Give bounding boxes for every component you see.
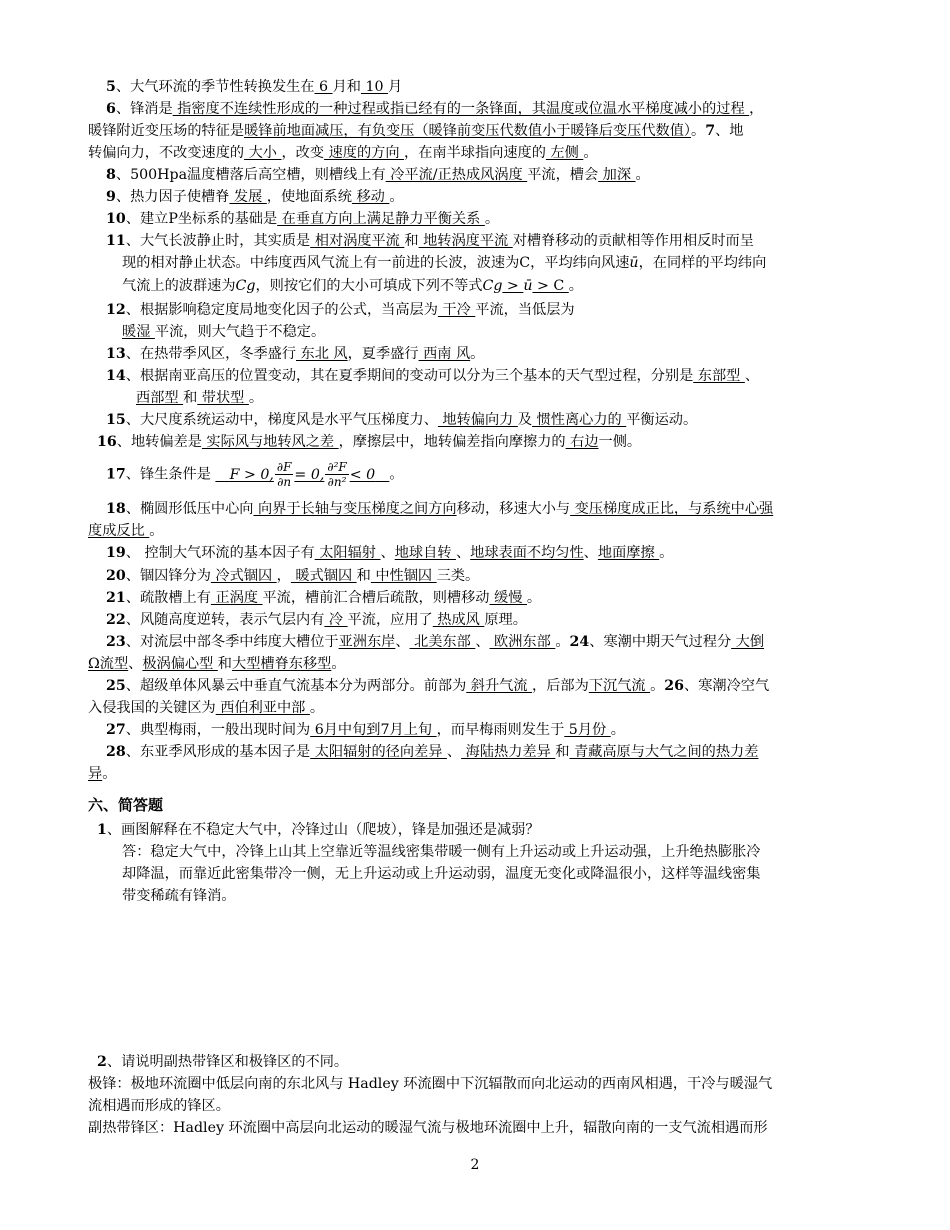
question-text: 、 [395, 634, 410, 650]
answer-blank: 地转偏向力 [437, 412, 518, 428]
question-text: 、根据南亚高压的位置变动，其在夏季期间的变动可以分为三个基本的天气型过程，分别是 [125, 368, 694, 384]
fill-item-14: 14、根据南亚高压的位置变动，其在夏季期间的变动可以分为三个基本的天气型过程，分别是 东部型 、 [106, 368, 760, 384]
question-text: 。 [526, 590, 542, 606]
fill-item-23: 23、对流层中部冬季中纬度大槽位于亚洲东岸、 北美东部 、 欧洲东部 。24、寒潮中期天气过程分 大倒 [106, 634, 765, 650]
answer-2-line1: 极锋：极地环流圈中低层向南的东北风与 Hadley 环流圈中下沉辐散而向北运动的西南风相遇，干冷与暖湿气 [88, 1076, 773, 1092]
l25 [126, 634, 764, 650]
fill-item-21: 21、疏散槽上有 正涡度 平流，槽前汇合槽后疏散，则槽移动 缓慢 。 [106, 590, 542, 606]
answer-blank: 热成风 [432, 612, 485, 628]
question-text: 、 [744, 368, 760, 384]
answer-blank: 太阳辐射 [314, 545, 381, 561]
fill-item-28-cont [88, 764, 116, 785]
question-text: 、寒潮冷空气 [684, 678, 770, 694]
question-text: ，而早梅雨则发生于 [436, 722, 565, 738]
answer-blank: 正涡度 [210, 590, 263, 606]
question-1: 1、画图解释在不稳定大气中，冷锋过山（爬坡），锋是加强还是减弱？ [97, 822, 540, 838]
question-text: ，在同样的平均纬向 [638, 255, 767, 271]
l09 [122, 255, 766, 271]
fill-item-11-cont1 [122, 253, 766, 274]
answer-blank: 干冷 [437, 302, 476, 318]
answer-blank: 带状型 [197, 390, 249, 406]
question-text: 。 [635, 167, 650, 183]
l07 [126, 211, 499, 227]
question-text: 和 [404, 233, 419, 249]
question-text: 气流上的波群速为 [122, 278, 236, 294]
question-text: 移动，移速大小与 [456, 501, 571, 517]
fill-item-6-cont [88, 121, 743, 142]
answer-blank: 大型槽脊东移型 [232, 656, 332, 672]
question-text: 。 [389, 189, 404, 205]
page-number: 2 [470, 1157, 480, 1173]
fill-item-17: 17、锋生条件是 F > 0, $\frac{\partial F}{\partial n}$ = 0, $\frac{\text{∂²F}}{\text{∂n²}}$ < 0 。 [106, 460, 404, 489]
frontogenesis-condition: F > 0, $\frac{\partial F}{\partial n}$ = 0, $\frac{\text{∂²F}}{\text{∂n²}}$ < 0 [229, 460, 376, 489]
l17 [117, 434, 641, 450]
answer-blank: 地面摩擦 [597, 545, 660, 561]
question-text: 。 [309, 700, 325, 716]
question-text: ，在南半球指向速度的 [404, 145, 546, 161]
answer-blank: 大小 [244, 145, 282, 161]
answer-blank: 右边 [565, 434, 599, 450]
answer-blank: 地转涡度平流 [418, 233, 513, 249]
fill-item-9: 9、热力因子使槽脊 发展 ，使地面系统 移动 。 [106, 189, 404, 205]
question-text: 、地 [715, 123, 744, 139]
answer-blank: 大倒 [731, 634, 765, 650]
answer-1-line1: 答：稳定大气中，冷锋上山其上空靠近等温线密集带暖一侧有上升运动或上升运动强，上升绝热膨胀冷 [122, 844, 761, 860]
question-text: ，使地面系统 [266, 189, 352, 205]
fill-item-16: 16、地转偏差是 实际风与地转风之差 ，摩擦层中，地转偏差指向摩擦力的 右边一侧。 [97, 434, 642, 450]
answer-blank: 西伯利亚中部 [215, 700, 310, 716]
answer-blank: 西部型 [136, 390, 184, 406]
answer-blank: 10 [360, 79, 389, 95]
question-text: 。 [568, 278, 583, 294]
fill-item-14-cont [136, 388, 263, 409]
answer-blank: 向界于长轴与变压梯度之间方向 [253, 501, 457, 517]
fill-item-11: 11、大气长波静止时，其实质是 相对涡度平流 和 地转涡度平流 对槽脊移动的贡献相等作用相反时而呈 [106, 233, 754, 249]
question-text: 平流，槽前汇合槽后疏散，则槽移动 [262, 590, 490, 606]
question-text: 、地转偏差是 [116, 434, 202, 450]
answer-blank: 斜升气流 [466, 678, 533, 694]
l01 [116, 79, 402, 95]
l15 [136, 390, 263, 406]
l22 [126, 568, 479, 584]
question-text: 、热力因子使槽脊 [115, 189, 230, 205]
fill-item-24-cont [88, 654, 346, 675]
answer-1-line3: 带变稀疏有锋消。 [122, 888, 236, 904]
question-text: 。 [149, 523, 164, 539]
question-text: 、东亚季风形成的基本因子是 [125, 744, 311, 760]
question-text: 平衡运动。 [626, 412, 698, 428]
answer-blank: 欧洲东部 [489, 634, 556, 650]
answer-blank: 地球表面不均匀性 [470, 545, 584, 561]
section-title: 六、简答题 [88, 796, 164, 814]
l02 [116, 101, 764, 117]
question-text: 暖锋附近变压场的特征是 [88, 123, 245, 139]
l19 [126, 501, 774, 517]
question-text: 。 [690, 123, 706, 139]
l29 [126, 722, 625, 738]
question-text: 、锋生条件是 [125, 466, 211, 483]
question-text: 、 [380, 545, 395, 561]
fill-item-10: 10、建立P坐标系的基础是 在垂直方向上满足静力平衡关系 。 [106, 211, 500, 227]
question-text: 、锢囚锋分为 [125, 568, 211, 584]
question-text: ， [276, 568, 291, 584]
answer-blank: 度成反比 [88, 523, 150, 539]
question-text: 。 [102, 766, 117, 782]
question-text: 和 [217, 656, 232, 672]
math-symbol: Cg [482, 278, 503, 294]
answer-2-line3: 副热带锋区：Hadley 环流圈中高层向北运动的暖湿气流与极地环流圈中上升，辐散向南的一支气流相遇而形 [88, 1120, 768, 1136]
fill-item-8: 8、500Hpa温度槽落后高空槽，则槽线上有 冷平流/正热成风涡度 平流，槽会 加深 。 [106, 167, 650, 183]
answer-blank: 缓慢 [489, 590, 527, 606]
l23 [126, 590, 541, 606]
question-text: 和 [183, 390, 198, 406]
answer-blank: 青藏高原与大气之间的热力差 [569, 744, 759, 760]
question-text: 平流，槽会 [527, 167, 599, 183]
fill-item-12-cont [122, 322, 325, 343]
l12 [122, 324, 325, 340]
answer-blank: 发展 [229, 189, 267, 205]
answer-blank: 亚洲东岸 [338, 634, 396, 650]
question-text: 、 [128, 656, 143, 672]
answer-blank: > [502, 278, 524, 294]
answer-blank: 6 [314, 79, 333, 95]
l11 [126, 302, 575, 318]
question-text: ，后部为 [532, 678, 589, 694]
answer-blank: 速度的方向 [324, 145, 405, 161]
l26 [88, 656, 346, 672]
question-text: 平流，当低层为 [475, 302, 575, 318]
fill-item-18-cont [88, 521, 163, 542]
question-text: 。 [650, 678, 665, 694]
l13 [126, 346, 485, 362]
question-text: 、 [583, 545, 598, 561]
question-text: 。 [484, 211, 500, 227]
question-text: 、超级单体风暴云中垂直气流基本分为两部分。前部为 [125, 678, 467, 694]
item-number: 24 [569, 634, 590, 650]
answer-blank: 暖湿 [122, 324, 155, 340]
question-text: 、根据影响稳定度局地变化因子的公式，当高层为 [125, 302, 438, 318]
question-text: 、 [455, 545, 471, 561]
question-text: ， [749, 101, 764, 117]
answer-2-line2: 流相遇而形成的锋区。 [88, 1098, 230, 1114]
math-symbol: ū [523, 278, 533, 294]
question-text: 原理。 [484, 612, 527, 628]
l08 [126, 233, 754, 249]
question-text: 、对流层中部冬季中纬度大槽位于 [125, 634, 339, 650]
answer-blank: 暖式锢囚 [290, 568, 357, 584]
fraction-d2F-dn2: $\frac{\text{∂²F}}{\text{∂n²}}$ [327, 460, 347, 489]
question-text: 、疏散槽上有 [125, 590, 211, 606]
fill-item-12: 12、根据影响稳定度局地变化因子的公式，当高层为 干冷 平流，当低层为 [106, 302, 575, 318]
fill-item-22: 22、风随高度逆转，表示气层内有 冷 平流，应用了 热成风 原理。 [106, 612, 527, 628]
question-text: 、大气环流的季节性转换发生在 [115, 79, 315, 95]
question-text: 。 [331, 656, 346, 672]
question-text: 、建立P坐标系的基础是 [125, 211, 278, 227]
fill-item-28: 28、东亚季风形成的基本因子是 太阳辐射的径向差异 、 海陆热力差异 和 青藏高原与大气之间的热力差 [106, 744, 759, 760]
question-text: 入侵我国的关键区为 [88, 700, 216, 716]
question-text: 。 [583, 145, 598, 161]
l28 [88, 700, 324, 716]
l20 [88, 523, 163, 539]
l03 [88, 123, 743, 139]
question-text: 、寒潮中期天气过程分 [589, 634, 732, 650]
question-text: 、大尺度系统运动中，梯度风是水平气压梯度力、 [125, 412, 438, 428]
fill-item-5: 5、大气环流的季节性转换发生在 6 月和 10 月 [106, 79, 403, 95]
l10 [122, 278, 583, 294]
question-text: 、 控制大气环流的基本因子有 [125, 545, 315, 561]
question-text: 对槽脊移动的贡献相等作用相反时而呈 [512, 233, 754, 249]
answer-blank: 惯性离心力的 [532, 412, 627, 428]
item-number: 7 [705, 123, 716, 139]
question-text: 和 [356, 568, 371, 584]
answer-blank: Ω流型 [88, 656, 129, 672]
question-text: 、椭圆形低压中心向 [125, 501, 254, 517]
answer-blank: 北美东部 [409, 634, 476, 650]
question-text: 平流，应用了 [347, 612, 433, 628]
answer-blank: 在垂直方向上满足静力平衡关系 [277, 211, 485, 227]
answer-blank: 海陆热力差异 [461, 744, 556, 760]
l18 [126, 467, 211, 483]
fill-item-20: 20、锢囚锋分为 冷式锢囚 ， 暖式锢囚 和 中性锢囚 三类。 [106, 568, 480, 584]
answer-blank: 实际风与地转风之差 [201, 434, 339, 450]
fill-item-13: 13、在热带季风区，冬季盛行 东北 风，夏季盛行 西南 风。 [106, 346, 485, 362]
question-2: 2、请说明副热带锋区和极锋区的不同。 [97, 1054, 349, 1070]
question-text: 月和 [332, 79, 361, 95]
question-text: ，夏季盛行 [347, 346, 419, 362]
l04 [88, 145, 598, 161]
question-text: 、 [446, 744, 462, 760]
question-text: 、 [475, 634, 490, 650]
l14 [126, 368, 759, 384]
answer-blank: 东部型 [693, 368, 745, 384]
l27 [126, 678, 769, 694]
answer-blank: 暖锋前地面减压，有负变压（暖锋前变压代数值小于暖锋后变压代数值） [244, 123, 691, 139]
fill-item-19: 19、 控制大气环流的基本因子有 太阳辐射 、地球自转 、地球表面不均匀性、地面摩擦 。 [106, 545, 674, 561]
question-text: ，则按它们的大小可填成下列不等式 [255, 278, 483, 294]
question-text: 、大气长波静止时，其实质是 [125, 233, 311, 249]
answer-blank: 冷 [324, 612, 348, 628]
l05 [116, 167, 650, 183]
answer-blank: 极涡偏心型 [142, 656, 218, 672]
answer-blank: 中性锢囚 [370, 568, 437, 584]
question-text: 平流，则大气趋于不稳定。 [154, 324, 326, 340]
answer-blank: 移动 [351, 189, 390, 205]
fill-item-15: 15、大尺度系统运动中，梯度风是水平气压梯度力、 地转偏向力 及 惯性离心力的 平衡运动。 [106, 412, 698, 428]
question-text: 月 [388, 79, 403, 95]
answer-blank: 西南 风 [418, 346, 471, 362]
answer-blank: 加深 [598, 167, 636, 183]
fill-item-27: 27、典型梅雨，一般出现时间为 6月中旬到7月上旬 ，而早梅雨则发生于 5月份 。 [106, 722, 625, 738]
answer-blank: 异 [88, 766, 103, 782]
question-text: 、典型梅雨，一般出现时间为 [125, 722, 311, 738]
question-text: 现的相对静止状态。中纬度西风气流上有一前进的长波，波速为C，平均纬向风速 [122, 255, 630, 271]
answer-blank: 地球自转 [394, 545, 456, 561]
l16 [126, 412, 697, 428]
question-text: 三类。 [436, 568, 480, 584]
answer-blank: 下沉气流 [588, 678, 651, 694]
l24 [126, 612, 527, 628]
question-text: 转偏向力，不改变速度的 [88, 145, 245, 161]
answer-1-line2: 却降温，而靠近此密集带冷一侧，无上升运动或上升运动弱，温度无变化或降温很小，这样等温线密集 [122, 866, 761, 882]
answer-blank: 相对涡度平流 [310, 233, 405, 249]
math-symbol: ū [629, 255, 639, 271]
fill-item-6: 6、锋消是 指密度不连续性形成的一种过程或指已经有的一条锋面，其温度或位温水平梯度减小的过程 ， [106, 101, 764, 117]
question-text: 、锋消是 [115, 101, 173, 117]
l31 [88, 766, 116, 782]
answer-blank: 太阳辐射的径向差异 [310, 744, 447, 760]
answer-blank: > C [532, 278, 569, 294]
answer-blank: 东北 风 [296, 346, 348, 362]
answer-blank: 冷平流/正热成风涡度 [385, 167, 528, 183]
fill-item-7-cont [88, 143, 598, 164]
question-text: 。 [555, 634, 570, 650]
question-text: 和 [555, 744, 570, 760]
question-text: ，改变 [281, 145, 325, 161]
fill-item-26-cont [88, 698, 324, 719]
answer-blank: 变压梯度成正比，与系统中心强 [570, 501, 774, 517]
question-text: 。 [248, 390, 264, 406]
question-text: 。 [470, 346, 485, 362]
answer-blank: 左侧 [545, 145, 584, 161]
l06 [116, 189, 404, 205]
answer-blank: 6月中旬到7月上旬 [310, 722, 437, 738]
answer-blank: 5月份 [564, 722, 611, 738]
answer-blank: 冷式锢囚 [210, 568, 277, 584]
answer-blank: 指密度不连续性形成的一种过程或指已经有的一条锋面，其温度或位温水平梯度减小的过程 [172, 101, 750, 117]
fill-item-25: 25、超级单体风暴云中垂直气流基本分为两部分。前部为 斜升气流 ，后部为下沉气流 。26、寒潮冷空气 [106, 678, 770, 694]
question-text: 一侧。 [598, 434, 642, 450]
question-text: 及 [517, 412, 533, 428]
fill-item-18: 18、椭圆形低压中心向 向界于长轴与变压梯度之间方向移动，移速大小与 变压梯度成正比，与系统中心强 [106, 501, 774, 517]
question-text: 、风随高度逆转，表示气层内有 [125, 612, 325, 628]
item-number: 26 [664, 678, 685, 694]
question-text: 、在热带季风区，冬季盛行 [125, 346, 297, 362]
l21 [126, 545, 674, 561]
question-text: ，摩擦层中，地转偏差指向摩擦力的 [338, 434, 566, 450]
fraction-dF-dn: $\frac{\partial F}{\partial n}$ [276, 460, 292, 489]
question-text: 、500Hpa温度槽落后高空槽，则槽线上有 [115, 167, 386, 183]
fill-item-11-cont2 [122, 276, 583, 297]
l30 [126, 744, 759, 760]
math-symbol: Cg [235, 278, 256, 294]
question-text: 。 [659, 545, 674, 561]
question-text: 。 [610, 722, 625, 738]
